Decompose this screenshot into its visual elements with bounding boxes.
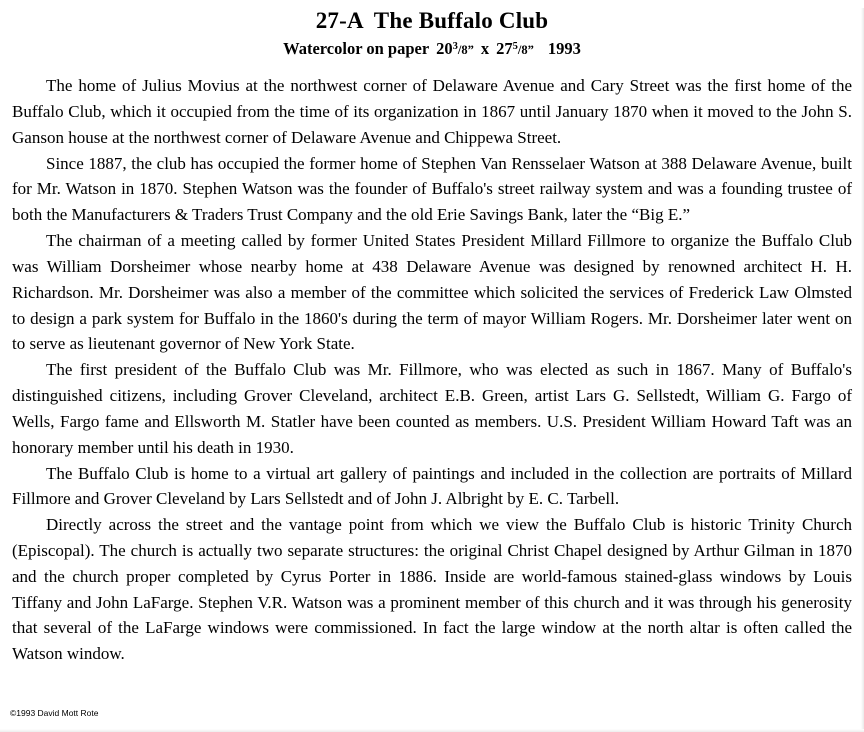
paragraph: The chairman of a meeting called by former United States President Millard Fillmore to organize the Buffalo Club was William Dorsheimer whose nearby home at 438 Delaware Avenue was designed by renowned architect H. H. Richardson. Mr. Dorsheimer was also a member of the committee which solicited the services of Frederick Law Olmsted to design a park system for Buffalo in the 1860's during the term of mayor William Rogers. Mr. Dorsheimer later went on to serve as lieutenant governor of New York State. xyxy=(12,231,852,354)
body-text xyxy=(0,73,864,667)
dimension-height-numerator: 5 xyxy=(512,41,518,53)
dimension-width-denominator: 8 xyxy=(461,43,468,58)
dimension-height-fraction: $^5$/8” xyxy=(512,41,534,58)
dimension-width-whole: 20 xyxy=(436,39,453,59)
paragraph: Directly across the street and the vantage point from which we view the Buffalo Club is historic Trinity Church (Episcopal). The church is actually two separate structures: the original Christ Chapel designed by Arthur Gilman in 1870 and the church proper completed by Cyrus Porter in 1886. Inside are world-famous stained-glass windows by Louis Tiffany and John LaFarge. Stephen V.R. Watson was a prominent member of this church and it was through his generosity that several of the LaFarge windows were commissioned. In fact the large window at the north altar is often called the Watson window. xyxy=(12,515,852,664)
dimension-separator: x xyxy=(480,39,490,59)
dimension-height-whole: 27 xyxy=(496,39,513,59)
copyright-notice: ©1993 David Mott Rote xyxy=(10,708,99,718)
paragraph: The Buffalo Club is home to a virtual art gallery of paintings and included in the collection are portraits of Millard Fillmore and Grover Cleveland by Lars Sellstedt and of John J. Albright by E. C. Tarbell. xyxy=(12,463,852,509)
year-label: 1993 xyxy=(547,39,581,59)
dimension-width-fraction: $^3$/8” xyxy=(452,41,474,58)
plate-number: 27-A xyxy=(315,8,364,33)
medium-label: Watercolor on paper xyxy=(283,39,430,59)
document-page xyxy=(0,8,864,732)
paragraph: The first president of the Buffalo Club was Mr. Fillmore, who was elected as such in 1867. Many of Buffalo's distinguished citizens, including Grover Cleveland, architect E.B. Green, artist Lars G. Sellstedt, William G. Fargo of Wells, Fargo fame and Ellsworth M. Statler have been counted as members. U.S. President William Howard Taft was an honorary member until his death in 1930. xyxy=(12,360,852,457)
page-title xyxy=(0,8,864,33)
paragraph: The home of Julius Movius at the northwest corner of Delaware Avenue and Cary Street was the first home of the Buffalo Club, which it occupied from the time of its organization in 1867 until January 1870 when it moved to the John S. Ganson house at the northwest corner of Delaware Avenue and Chippewa Street. xyxy=(12,76,852,147)
dimension-height-denominator: 8 xyxy=(521,43,528,58)
paragraph: Since 1887, the club has occupied the former home of Stephen Van Rensselaer Watson at 388 Delaware Avenue, built for Mr. Watson in 1870. Stephen Watson was the founder of Buffalo's street railway system and was a founding trustee of both the Manufacturers & Traders Trust Company and the old Erie Savings Bank, later the “Big E.” xyxy=(12,153,852,225)
medium-and-dimensions xyxy=(0,39,864,59)
title-text: The Buffalo Club xyxy=(373,8,549,33)
dimension-width-numerator: 3 xyxy=(452,41,458,53)
